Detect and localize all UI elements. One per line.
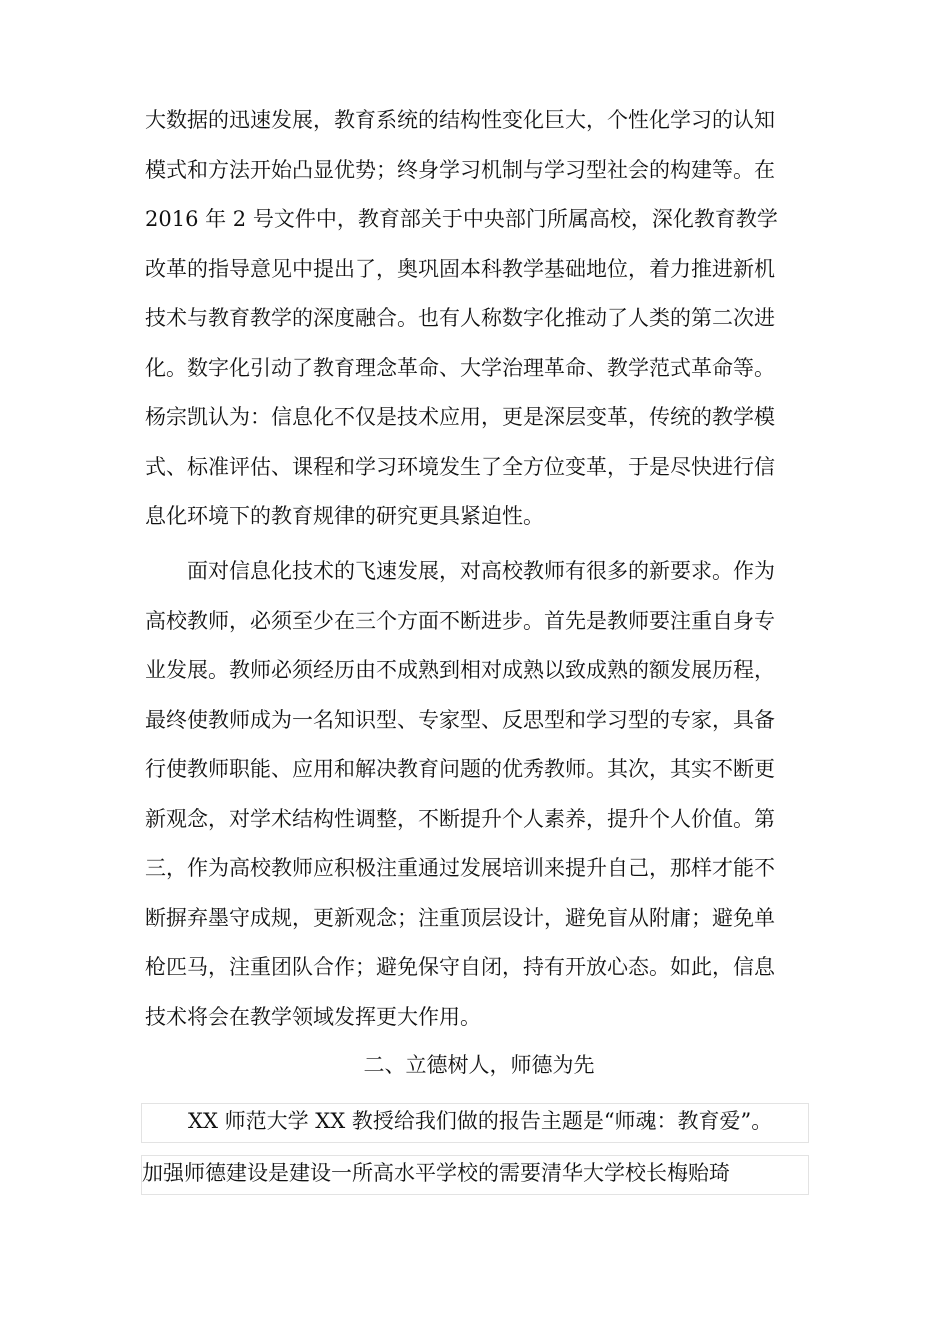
- text-box-line: [141, 1155, 809, 1195]
- text-line: 行使教师职能、应用和解决教育问题的优秀教师。其次，其实不断更: [145, 757, 775, 781]
- text-line: 技术将会在教学领域发挥更大作用。: [145, 1004, 481, 1029]
- text-line: 断摒弃墨守成规，更新观念；注重顶层设计，避免盲从附庸；避免单: [145, 905, 775, 930]
- text-line: 改革的指导意见中提出了，奥巩固本科教学基础地位，着力推进新机: [145, 256, 775, 281]
- section-heading: 二、立德树人，师德为先: [363, 1053, 595, 1077]
- text-box-line: [141, 1103, 809, 1143]
- text-line: 业发展。教师必须经历由不成熟到相对成熟以致成熟的额发展历程，: [145, 658, 775, 682]
- text-box-content: XX 师范大学 XX 教授给我们做的报告主题是“师魂：教育爱”。: [188, 1109, 773, 1133]
- text-line: 模式和方法开始凸显优势；终身学习机制与学习型社会的构建等。在: [145, 157, 775, 182]
- text-line: 最终使教师成为一名知识型、专家型、反思型和学习型的专家，具备: [145, 707, 775, 732]
- text-line: 2016 年 2 号文件中，教育部关于中央部门所属高校，深化教育教学: [145, 207, 778, 231]
- text-line: 高校教师，必须至少在三个方面不断进步。首先是教师要注重自身专: [145, 608, 775, 633]
- text-line: 技术与教育教学的深度融合。也有人称数字化推动了人类的第二次进: [145, 306, 775, 330]
- text-line: 面对信息化技术的飞速发展，对高校教师有很多的新要求。作为: [145, 559, 775, 583]
- text-line: 式、标准评估、课程和学习环境发生了全方位变革，于是尽快进行信: [145, 454, 775, 479]
- text-line: 息化环境下的教育规律的研究更具紧迫性。: [145, 504, 544, 528]
- text-line: 杨宗凯认为：信息化不仅是技术应用，更是深层变革，传统的教学模: [145, 405, 775, 429]
- text-line: 枪匹马，注重团队合作；避免保守自闭，持有开放心态。如此，信息: [145, 955, 775, 979]
- text-box-content: 加强师德建设是建设一所高水平学校的需要清华大学校长梅贻琦: [142, 1161, 730, 1185]
- paragraph-1: [145, 96, 813, 542]
- text-line: 化。数字化引动了教育理念革命、大学治理革命、教学范式革命等。: [145, 355, 775, 380]
- text-line: 三，作为高校教师应积极注重通过发展培训来提升自己，那样才能不: [145, 856, 775, 880]
- text-line: 大数据的迅速发展，教育系统的结构性变化巨大，个性化学习的认知: [145, 108, 775, 132]
- text-line: 新观念，对学术结构性调整，不断提升个人素养，提升个人价值。第: [145, 806, 775, 831]
- paragraph-2: [145, 547, 813, 1042]
